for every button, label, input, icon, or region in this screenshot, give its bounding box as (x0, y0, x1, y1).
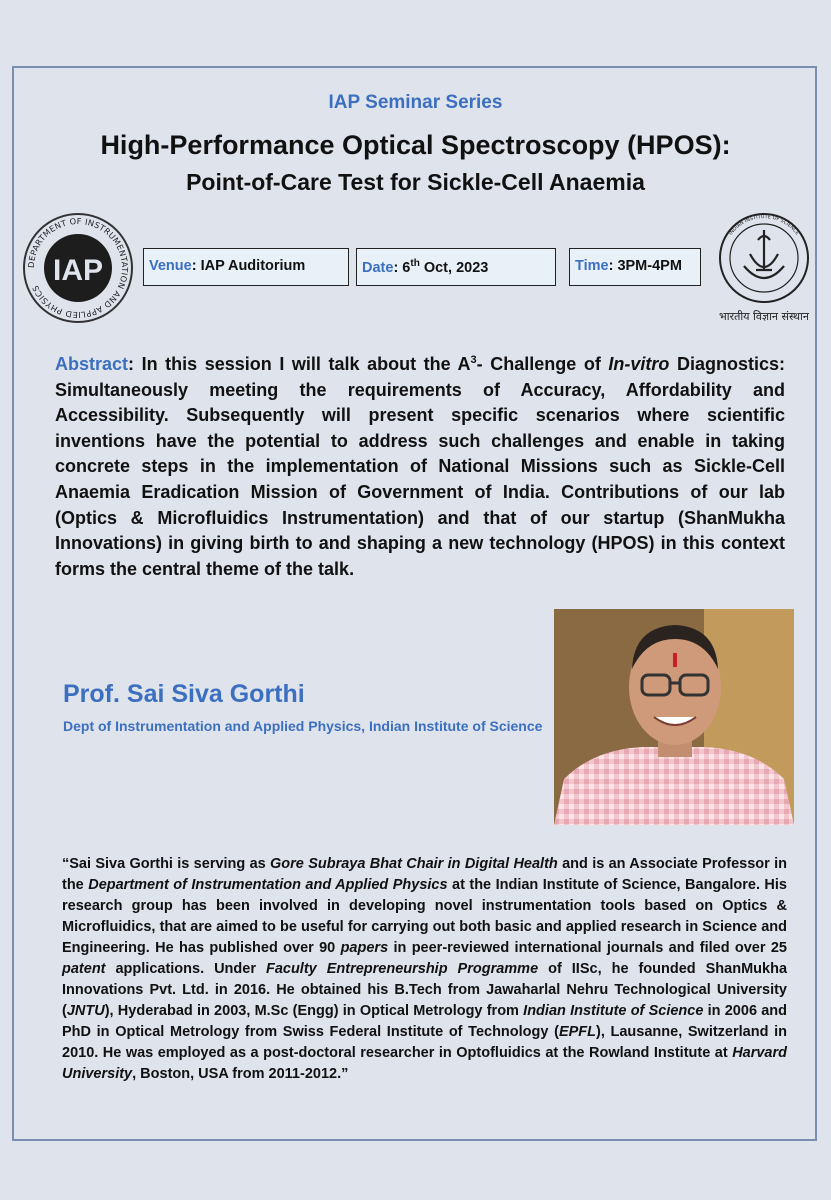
iap-department-logo (22, 212, 134, 324)
abstract-label: Abstract (55, 354, 129, 374)
date-suffix: th (410, 258, 420, 269)
speaker-photo (554, 609, 794, 825)
bio-italic: patent (62, 961, 106, 977)
bio-text: applications. Under (105, 961, 266, 977)
date-label: Date (362, 259, 394, 276)
venue-value: : IAP Auditorium (191, 258, 306, 274)
seminar-series-label: IAP Seminar Series (328, 92, 503, 113)
iisc-seal-text: INDIAN INSTITUTE OF SCIENCE (727, 213, 801, 237)
iisc-hindi-caption: भारतीय विज्ञान संस्थान (718, 310, 810, 323)
bio-text: at the Indian Institute of Science, Bangalore. His research group has been involved in developing novel instrumentation tools based on Optics & Microfluidics, that are aimed to be useful for carrying out both basic and applied research in Science and Engineering. He has published over 90 (62, 877, 787, 956)
talk-title-line1: High-Performance Optical Spectroscopy (HPOS): (100, 130, 731, 160)
date-box (356, 248, 556, 286)
abstract-text-2: - Challenge of (476, 354, 609, 374)
bio-italic: Department of Instrumentation and Applied Physics (88, 877, 448, 893)
bio-text: ), Lausanne, Switzerland in 2010. He was employed as a post-doctoral researcher in Optofluidics at the Rowland Institute at (62, 1024, 787, 1061)
bio-italic: papers (340, 940, 389, 956)
abstract-italic: In-vitro (608, 354, 670, 374)
bio-text: , Boston, USA from 2011-2012.” (132, 1066, 349, 1082)
iisc-logo (714, 210, 814, 330)
time-box (569, 248, 701, 286)
bio-text: in peer-reviewed international journals and filed over 25 (388, 940, 787, 956)
abstract-text-3: Diagnostics: Simultaneously meeting the requirements of Accuracy, Affordability and Accessibility. Subsequently will present specific scenarios where scientific inventions have the potential to address such challenges and enable in taking concrete steps in the implementation of National Missions such as Sickle-Cell Anaemia Eradication Mission of Government of India. Contributions of our lab (Optics & Microfluidics Instrumentation) and that of our startup (ShanMukha Innovations) in giving birth to and shaping a new technology (HPOS) in this context forms the central theme of the talk. (55, 354, 785, 579)
bio-text: “Sai Siva Gorthi is serving as (62, 856, 271, 872)
iap-logo-acronym: IAP (52, 254, 104, 287)
bio-italic: Faculty Entrepreneurship Programme (265, 961, 539, 977)
speaker-name: Prof. Sai Siva Gorthi (63, 680, 305, 708)
bio-italic: Harvard University (62, 1045, 787, 1082)
talk-title-line2: Point-of-Care Test for Sickle-Cell Anaemia (186, 169, 645, 195)
abstract (55, 348, 785, 582)
bio-text: of IISc, he founded ShanMukha Innovations Pvt. Ltd. in 2016. He obtained his B.Tech from Jawaharlal Nehru Technological University ( (62, 961, 788, 1019)
speaker-bio (62, 854, 787, 1085)
abstract-text-1: : In this session I will talk about the A (128, 354, 471, 374)
bio-italic: JNTU (66, 1003, 105, 1019)
time-label: Time (575, 258, 609, 274)
time-value: : 3PM-4PM (608, 258, 682, 274)
iap-logo-ring-text: DEPARTMENT OF INSTRUMENTATION AND APPLIED PHYSICS (25, 215, 131, 321)
date-rest: Oct, 2023 (419, 259, 489, 276)
bio-italic: Indian Institute of Science (523, 1003, 704, 1019)
bio-italic: EPFL (558, 1024, 596, 1040)
date-day: : 6 (393, 259, 411, 276)
speaker-department: Dept of Instrumentation and Applied Physics, Indian Institute of Science (63, 718, 543, 734)
abstract-sup: 3 (470, 354, 477, 366)
bio-text: in 2006 and PhD in Optical Metrology from Swiss Federal Institute of Technology ( (62, 1003, 787, 1040)
bio-text: and is an Associate Professor in the (62, 856, 788, 893)
bio-text: ), Hyderabad in 2003, M.Sc (Engg) in Optical Metrology from (104, 1003, 524, 1019)
venue-label: Venue (149, 258, 192, 274)
bio-italic: Gore Subraya Bhat Chair in Digital Health (270, 856, 558, 872)
venue-box (143, 248, 349, 286)
